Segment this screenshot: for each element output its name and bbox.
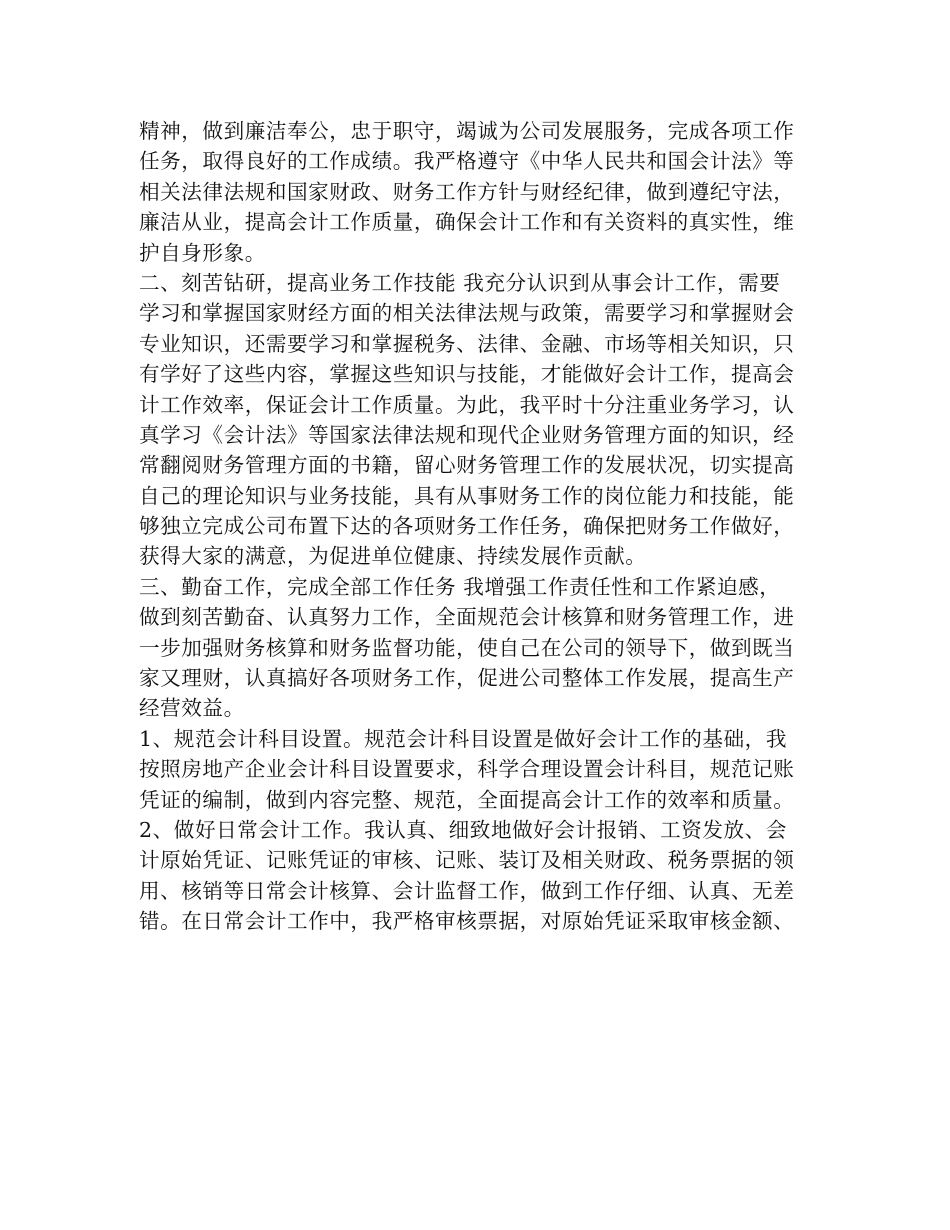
text-line: 凭证的编制，做到内容完整、规范，全面提高会计工作的效率和质量。 (139, 787, 795, 812)
text-line: 做到刻苦勤奋、认真努力工作，全面规范会计核算和财务管理工作，进 (139, 605, 795, 630)
text-line: 任务，取得良好的工作成绩。我严格遵守《中华人民共和国会计法》等 (139, 149, 795, 174)
text-line: 计工作效率，保证会计工作质量。为此，我平时十分注重业务学习，认 (139, 392, 795, 417)
text-line: 护自身形象。 (139, 240, 266, 265)
text-line: 专业知识，还需要学习和掌握税务、法律、金融、市场等相关知识，只 (139, 331, 795, 356)
text-line: 家又理财，认真搞好各项财务工作，促进公司整体工作发展，提高生产 (139, 666, 795, 691)
text-line: 错。在日常会计工作中，我严格审核票据，对原始凭证采取审核金额、 (139, 909, 795, 934)
document-body (139, 116, 815, 937)
list-item-line: 1、规范会计科目设置。规范会计科目设置是做好会计工作的基础，我 (139, 726, 787, 751)
text-line: 学习和掌握国家财经方面的相关法律法规与政策，需要学习和掌握财会 (139, 301, 795, 326)
text-line: 按照房地产企业会计科目设置要求，科学合理设置会计科目，规范记账 (139, 757, 795, 782)
text-line: 精神，做到廉洁奉公，忠于职守，竭诚为公司发展服务，完成各项工作 (139, 119, 795, 143)
text-line: 常翻阅财务管理方面的书籍，留心财务管理工作的发展状况，切实提高 (139, 453, 795, 478)
list-item-line: 2、做好日常会计工作。我认真、细致地做好会计报销、工资发放、会 (139, 817, 787, 842)
section-heading-line: 二、刻苦钻研，提高业务工作技能 我充分认识到从事会计工作，需要 (139, 270, 781, 295)
text-line: 计原始凭证、记账凭证的审核、记账、装订及相关财政、税务票据的领 (139, 848, 795, 873)
text-line: 廉洁从业，提高会计工作质量，确保会计工作和有关资料的真实性，维 (139, 210, 795, 235)
text-line: 够独立完成公司布置下达的各项财务工作任务，确保把财务工作做好， (139, 514, 795, 539)
text-line: 有学好了这些内容，掌握这些知识与技能，才能做好会计工作，提高会 (139, 362, 795, 387)
text-line: 自己的理论知识与业务技能，具有从事财务工作的岗位能力和技能，能 (139, 483, 795, 508)
text-line: 真学习《会计法》等国家法律法规和现代企业财务管理方面的知识，经 (139, 422, 795, 447)
text-line: 用、核销等日常会计核算、会计监督工作，做到工作仔细、认真、无差 (139, 878, 795, 903)
text-line: 获得大家的满意，为促进单位健康、持续发展作贡献。 (139, 544, 647, 569)
text-line: 相关法律法规和国家财政、财务工作方针与财经纪律，做到遵纪守法， (139, 179, 795, 204)
text-line: 经营效益。 (139, 696, 245, 721)
text-line: 一步加强财务核算和财务监督功能，使自己在公司的领导下，做到既当 (139, 635, 795, 660)
section-heading-line: 三、勤奋工作，完成全部工作任务 我增强工作责任性和工作紧迫感， (139, 574, 781, 599)
